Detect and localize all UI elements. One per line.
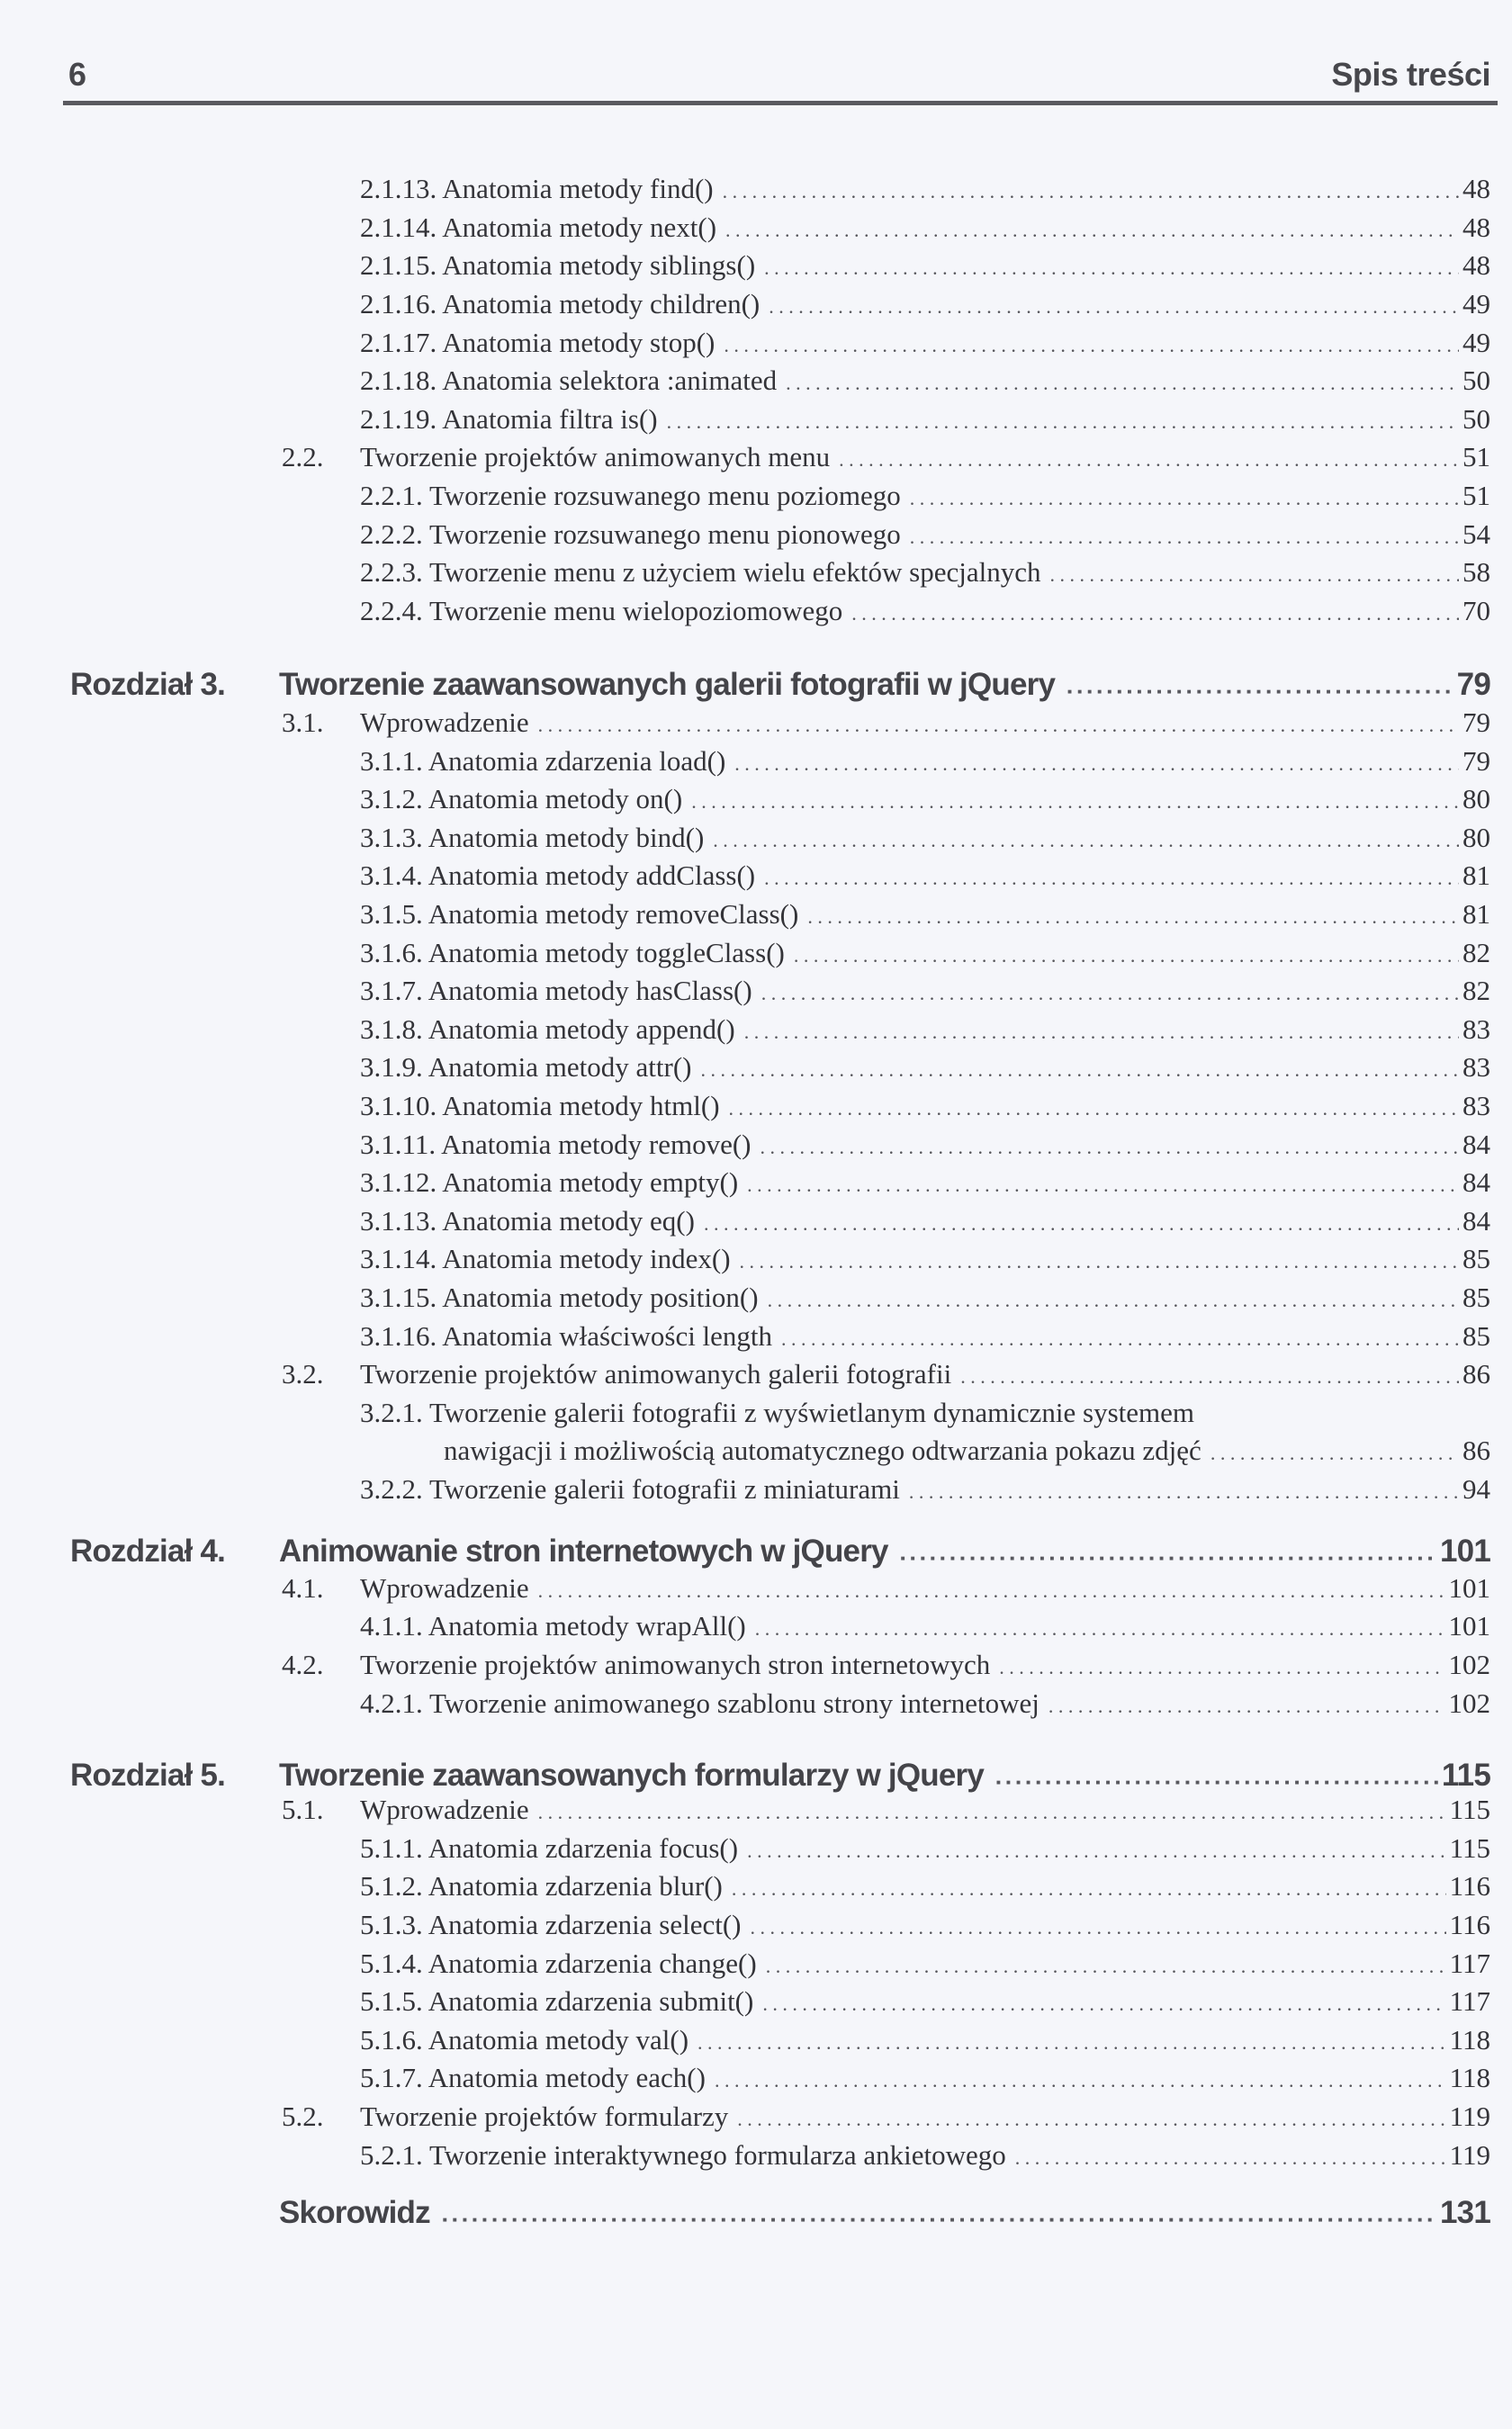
- entry-number: 3.1.5.: [360, 898, 423, 930]
- entry-title-text: Tworzenie galerii fotografii z wyświetlanym dynamicznie systemem: [428, 1397, 1195, 1428]
- entry-number: 2.1.17.: [360, 327, 437, 358]
- dot-leader: [700, 1052, 1459, 1088]
- dot-leader: [724, 328, 1459, 364]
- toc-subsection-entry[interactable]: [0, 1280, 1512, 1316]
- entry-title: [360, 858, 755, 894]
- dot-leader: [734, 746, 1459, 782]
- entry-title: [360, 478, 901, 514]
- page-ref: 102: [1448, 1649, 1490, 1680]
- entry-number: 4.1.: [282, 1572, 324, 1604]
- dot-leader: [443, 2194, 1436, 2241]
- entry-title: [360, 896, 798, 932]
- entry-number: 3.1.1.: [360, 745, 423, 777]
- toc-section-entry[interactable]: [0, 1570, 1512, 1606]
- dot-leader: [781, 1321, 1459, 1357]
- entry-title-text: Anatomia metody hasClass(): [428, 975, 752, 1006]
- entry-title: [360, 247, 755, 283]
- page-ref: 81: [1462, 859, 1490, 891]
- page-ref: 82: [1462, 937, 1490, 968]
- dot-leader: [764, 860, 1459, 896]
- entry-title-text: Anatomia metody bind(): [428, 822, 705, 853]
- entry-title-text: Anatomia filtra is(): [442, 403, 658, 435]
- entry-title-text: Anatomia metody stop(): [442, 327, 716, 358]
- toc-subsection-entry[interactable]: [0, 554, 1512, 590]
- page-ref: 94: [1462, 1473, 1490, 1505]
- dot-leader: [768, 1282, 1459, 1318]
- entry-number: 2.1.13.: [360, 173, 437, 204]
- toc-subsection-entry[interactable]: [0, 973, 1512, 1009]
- entry-title: [360, 1608, 746, 1644]
- entry-number: Rozdział 5.: [70, 1758, 226, 1793]
- entry-title: [360, 1686, 1040, 1722]
- entry-number: 3.1.8.: [360, 1013, 423, 1045]
- entry-title-text: Anatomia metody on(): [428, 783, 683, 814]
- entry-title-text: Tworzenie menu wielopoziomowego: [428, 595, 843, 626]
- dot-leader: [786, 365, 1459, 401]
- toc-subsection-entry[interactable]: [0, 896, 1512, 932]
- header-rule: [63, 101, 1498, 105]
- page-ref: 70: [1462, 595, 1490, 626]
- entry-number: 5.1.4.: [360, 1948, 423, 1979]
- dot-leader: [1210, 1435, 1459, 1471]
- entry-title-text: Anatomia zdarzenia submit(): [428, 1985, 754, 2017]
- entry-number: 3.1.12.: [360, 1166, 437, 1198]
- toc-section-entry[interactable]: [0, 1356, 1512, 1392]
- entry-number: 2.2.2.: [360, 518, 423, 550]
- entry-title-text: Anatomia metody remove(): [441, 1129, 752, 1160]
- dot-leader: [538, 707, 1459, 743]
- toc-subsection-entry[interactable]: [0, 478, 1512, 514]
- page-ref: 101: [1440, 1534, 1490, 1569]
- dot-leader: [769, 289, 1459, 325]
- entry-number: 4.2.1.: [360, 1687, 423, 1719]
- toc-subsection-entry[interactable]: [0, 1471, 1512, 1507]
- page-ref: 101: [1448, 1610, 1490, 1642]
- entry-number: 3.1.13.: [360, 1205, 437, 1237]
- toc-subsection-entry[interactable]: [0, 820, 1512, 856]
- page-ref: 115: [1441, 1758, 1490, 1793]
- entry-title: [360, 363, 777, 399]
- entry-number: 3.1.10.: [360, 1090, 437, 1121]
- toc-subsection-entry[interactable]: [0, 247, 1512, 283]
- dot-leader: [1015, 2140, 1446, 2176]
- dot-leader: [698, 2025, 1446, 2061]
- dot-leader: [691, 784, 1459, 820]
- entry-title-text: Anatomia selektora :animated: [442, 364, 778, 396]
- toc-subsection-entry[interactable]: [0, 286, 1512, 322]
- entry-number: 3.1.6.: [360, 937, 423, 968]
- toc-subsection-entry[interactable]: [0, 517, 1512, 553]
- toc-section-entry[interactable]: [0, 2099, 1512, 2135]
- page-ref: 79: [1462, 706, 1490, 738]
- toc-subsection-entry[interactable]: [0, 935, 1512, 971]
- entry-number: 3.1.11.: [360, 1129, 436, 1160]
- page-ref: 86: [1462, 1358, 1490, 1390]
- entry-title-text: Tworzenie menu z użyciem wielu efektów specjalnych: [428, 556, 1041, 588]
- toc-subsection-entry[interactable]: [0, 2137, 1512, 2173]
- toc-chapter-entry[interactable]: [0, 1531, 1512, 1572]
- dot-leader: [704, 1206, 1459, 1242]
- entry-number: 2.2.4.: [360, 595, 423, 626]
- entry-number: 3.1.16.: [360, 1320, 437, 1352]
- page-ref: 49: [1462, 327, 1490, 358]
- page-ref: 102: [1448, 1687, 1490, 1719]
- toc-subsection-entry[interactable]: [0, 1127, 1512, 1163]
- entry-title: [360, 1012, 735, 1048]
- page-ref: 49: [1462, 288, 1490, 319]
- entry-title-text: Anatomia metody siblings(): [442, 249, 756, 281]
- dot-leader: [1050, 557, 1459, 593]
- entry-title: [360, 2060, 706, 2096]
- toc-subsection-entry[interactable]: [0, 1012, 1512, 1048]
- entry-title: Tworzenie zaawansowanych galerii fotografii w jQuery: [279, 667, 1056, 702]
- toc-subsection-entry[interactable]: [0, 1049, 1512, 1085]
- dot-leader: [713, 823, 1459, 859]
- entry-title-text: Anatomia właściwości length: [442, 1320, 773, 1352]
- entry-title: [360, 286, 760, 322]
- entry-number: Rozdział 3.: [70, 667, 226, 702]
- entry-title-text: Anatomia metody children(): [442, 288, 760, 319]
- entry-title-text: Anatomia metody each(): [428, 2062, 706, 2093]
- entry-number: 2.1.18.: [360, 364, 437, 396]
- toc-subsection-entry[interactable]: [0, 1203, 1512, 1239]
- entry-title: [360, 1984, 753, 2020]
- page-ref: 54: [1462, 518, 1490, 550]
- entry-title-text: Anatomia metody addClass(): [428, 859, 756, 891]
- entry-number: 5.1.6.: [360, 2024, 423, 2056]
- page-ref: 85: [1462, 1282, 1490, 1313]
- page-ref: 79: [1456, 667, 1490, 702]
- toc-section-entry[interactable]: [0, 439, 1512, 475]
- entry-title: [360, 1868, 723, 1904]
- entry-title: [360, 517, 901, 553]
- page-ref: 51: [1462, 441, 1490, 472]
- toc-chapter-entry[interactable]: [0, 2192, 1512, 2234]
- entry-title: Tworzenie zaawansowanych formularzy w jQuery: [279, 1758, 984, 1793]
- entry-title-text: Anatomia metody append(): [428, 1013, 735, 1045]
- entry-number: Rozdział 4.: [70, 1534, 226, 1569]
- entry-number: 2.1.14.: [360, 211, 437, 243]
- page-ref: 83: [1462, 1051, 1490, 1083]
- page-ref: 48: [1462, 211, 1490, 243]
- page-ref: 51: [1462, 480, 1490, 511]
- dot-leader: [909, 1474, 1459, 1510]
- toc-chapter-entry[interactable]: [0, 664, 1512, 706]
- page-ref: 48: [1462, 173, 1490, 204]
- entry-number: 2.1.15.: [360, 249, 437, 281]
- entry-title-text: Anatomia metody removeClass(): [428, 898, 799, 930]
- entry-title: Tworzenie projektów animowanych stron internetowych: [360, 1649, 991, 1680]
- entry-number: 5.1.1.: [360, 1832, 423, 1864]
- entry-title: Animowanie stron internetowych w jQuery: [279, 1534, 888, 1569]
- toc-subsection-entry[interactable]: [0, 781, 1512, 817]
- entry-number: 5.1.7.: [360, 2062, 423, 2093]
- dot-leader: [764, 250, 1459, 286]
- toc-subsection-entry[interactable]: [0, 743, 1512, 779]
- dot-leader: [751, 1910, 1446, 1946]
- entry-number: 2.1.16.: [360, 288, 437, 319]
- entry-title-text: Anatomia metody wrapAll(): [428, 1610, 746, 1642]
- dot-leader: [760, 1129, 1460, 1165]
- dot-leader: [725, 212, 1459, 248]
- dot-leader: [732, 1871, 1446, 1907]
- entry-title: [360, 1907, 742, 1943]
- page-ref: 131: [1440, 2195, 1490, 2230]
- page-ref: 84: [1462, 1129, 1490, 1160]
- entry-title: [360, 820, 704, 856]
- entry-title-text: Anatomia metody eq(): [442, 1205, 695, 1237]
- toc-subsection-entry[interactable]: [0, 1318, 1512, 1354]
- page-ref: 83: [1462, 1013, 1490, 1045]
- entry-title: [360, 1831, 738, 1867]
- entry-title-text: Anatomia metody next(): [442, 211, 717, 243]
- dot-leader: [729, 1091, 1459, 1127]
- entry-number: 5.1.: [282, 1794, 324, 1825]
- entry-number: 3.2.1.: [360, 1397, 423, 1428]
- dot-leader: [538, 1573, 1445, 1609]
- page-ref: 48: [1462, 249, 1490, 281]
- entry-title: [360, 210, 716, 246]
- page-ref: 119: [1449, 2101, 1490, 2132]
- toc-subsection-entry[interactable]: [0, 593, 1512, 629]
- toc-subsection-entry[interactable]: [0, 1395, 1512, 1431]
- dot-leader: [667, 404, 1459, 440]
- page-ref: 119: [1449, 2139, 1490, 2171]
- entry-title-text: Anatomia metody empty(): [442, 1166, 739, 1198]
- page-ref: 80: [1462, 783, 1490, 814]
- entry-number: 4.2.: [282, 1649, 324, 1680]
- entry-number: 3.1.7.: [360, 975, 423, 1006]
- entry-number: 5.2.1.: [360, 2139, 423, 2171]
- entry-title: [360, 593, 842, 629]
- entry-number: 3.1.2.: [360, 783, 423, 814]
- entry-title-text: Anatomia zdarzenia load(): [428, 745, 726, 777]
- entry-title-text: Anatomia zdarzenia focus(): [428, 1832, 739, 1864]
- entry-number: 3.2.: [282, 1358, 324, 1390]
- dot-leader: [538, 1795, 1446, 1831]
- entry-title: [360, 1241, 731, 1277]
- entry-title: Wprowadzenie: [360, 1794, 529, 1825]
- entry-title: Tworzenie projektów animowanych galerii fotografii: [360, 1358, 952, 1390]
- page-ref: 81: [1462, 898, 1490, 930]
- page-ref: 84: [1462, 1205, 1490, 1237]
- dot-leader: [747, 1833, 1446, 1869]
- entry-title-text: Anatomia metody attr(): [428, 1051, 692, 1083]
- entry-number: 2.2.1.: [360, 480, 423, 511]
- toc-subsection-entry[interactable]: [0, 1984, 1512, 2020]
- entry-number: 2.2.3.: [360, 556, 423, 588]
- entry-title: [360, 1395, 1194, 1431]
- entry-title: [360, 1318, 772, 1354]
- entry-title: [360, 1203, 695, 1239]
- entry-number: 5.2.: [282, 2101, 324, 2132]
- entry-title: [360, 401, 658, 437]
- entry-title: [360, 1049, 691, 1085]
- toc-subsection-entry[interactable]: [0, 1831, 1512, 1867]
- entry-title: [360, 973, 752, 1009]
- toc-section-entry[interactable]: [0, 1792, 1512, 1828]
- entry-title-text: Anatomia metody index(): [442, 1243, 731, 1274]
- entry-title: Wprowadzenie: [360, 706, 529, 738]
- entry-title: [360, 1946, 757, 1982]
- entry-title: [360, 1127, 752, 1163]
- dot-leader: [766, 1948, 1446, 1984]
- entry-number: 2.1.19.: [360, 403, 437, 435]
- toc-subsection-entry[interactable]: [0, 1946, 1512, 1982]
- page-ref: 116: [1449, 1909, 1490, 1940]
- entry-title-text: Tworzenie rozsuwanego menu poziomego: [428, 480, 901, 511]
- entry-title: [360, 2137, 1006, 2173]
- entry-title: Tworzenie projektów animowanych menu: [360, 441, 831, 472]
- page-ref: 50: [1462, 403, 1490, 435]
- entry-number: 5.1.3.: [360, 1909, 423, 1940]
- toc-subsection-entry[interactable]: [0, 1608, 1512, 1644]
- dot-leader: [999, 1650, 1444, 1686]
- toc-subsection-entry[interactable]: [0, 1433, 1512, 1469]
- entry-title: [360, 743, 725, 779]
- toc-subsection-entry[interactable]: [0, 210, 1512, 246]
- page-ref: 84: [1462, 1166, 1490, 1198]
- entry-title: [360, 1088, 720, 1124]
- page-ref: 118: [1449, 2024, 1490, 2056]
- entry-title: Skorowidz: [279, 2195, 430, 2230]
- toc-subsection-entry[interactable]: [0, 1907, 1512, 1943]
- page-ref: 116: [1449, 1870, 1490, 1902]
- toc-subsection-entry[interactable]: [0, 325, 1512, 361]
- entry-title: Tworzenie projektów formularzy: [360, 2101, 729, 2132]
- toc-chapter-entry[interactable]: [0, 1755, 1512, 1796]
- dot-leader: [807, 899, 1459, 935]
- entry-number: 3.2.2.: [360, 1473, 423, 1505]
- entry-title: [360, 171, 714, 207]
- dot-leader: [715, 2063, 1446, 2099]
- entry-number: 3.1.15.: [360, 1282, 437, 1313]
- dot-leader: [851, 596, 1459, 632]
- page-ref: 50: [1462, 364, 1490, 396]
- entry-title: [360, 781, 682, 817]
- entry-title: Wprowadzenie: [360, 1572, 529, 1604]
- entry-title: [360, 1165, 738, 1201]
- entry-number: 3.1.4.: [360, 859, 423, 891]
- dot-leader: [740, 1244, 1459, 1280]
- entry-title-text: Anatomia zdarzenia blur(): [428, 1870, 723, 1902]
- entry-title-text: Tworzenie animowanego szablonu strony internetowej: [428, 1687, 1040, 1719]
- running-head: [68, 56, 1490, 95]
- entry-title-text: Tworzenie interaktywnego formularza ankietowego: [428, 2139, 1006, 2171]
- page-ref: 82: [1462, 975, 1490, 1006]
- page-ref: 117: [1449, 1985, 1490, 2017]
- toc-subsection-entry[interactable]: [0, 858, 1512, 894]
- page-ref: 117: [1449, 1948, 1490, 1979]
- dot-leader: [960, 1359, 1459, 1395]
- entry-title-text: Anatomia metody toggleClass(): [428, 937, 785, 968]
- dot-leader: [737, 2101, 1445, 2137]
- page-ref: 115: [1449, 1832, 1490, 1864]
- entry-number: 3.1.14.: [360, 1243, 437, 1274]
- entry-number: 5.1.2.: [360, 1870, 423, 1902]
- entry-title: [360, 325, 715, 361]
- page-number: 6: [68, 56, 86, 93]
- entry-title-text: Anatomia zdarzenia change(): [428, 1948, 757, 1979]
- page-ref: 85: [1462, 1320, 1490, 1352]
- page-ref: 86: [1462, 1435, 1490, 1466]
- entry-title-text: Anatomia metody val(): [428, 2024, 689, 2056]
- entry-number: 3.1.9.: [360, 1051, 423, 1083]
- dot-leader: [755, 1611, 1445, 1647]
- page-ref: 85: [1462, 1243, 1490, 1274]
- entry-number: 5.1.5.: [360, 1985, 423, 2017]
- page-ref: 58: [1462, 556, 1490, 588]
- dot-leader: [1048, 1688, 1445, 1724]
- entry-number: 3.1.3.: [360, 822, 423, 853]
- page-ref: 79: [1462, 745, 1490, 777]
- toc-subsection-entry[interactable]: [0, 363, 1512, 399]
- entry-number: 4.1.1.: [360, 1610, 423, 1642]
- dot-leader: [747, 1167, 1459, 1203]
- entry-number: 2.2.: [282, 441, 324, 472]
- entry-title: [360, 1471, 900, 1507]
- dot-leader: [723, 174, 1459, 210]
- entry-title: nawigacji i możliwością automatycznego odtwarzania pokazu zdjęć: [444, 1435, 1202, 1466]
- running-title: Spis treści: [1331, 56, 1490, 93]
- toc-section-entry[interactable]: [0, 705, 1512, 741]
- toc-subsection-entry[interactable]: [0, 1241, 1512, 1277]
- toc-subsection-entry[interactable]: [0, 171, 1512, 207]
- page-ref: 80: [1462, 822, 1490, 853]
- dot-leader: [910, 481, 1459, 517]
- entry-title-text: Anatomia metody find(): [442, 173, 714, 204]
- dot-leader: [744, 1014, 1459, 1050]
- page-ref: 101: [1448, 1572, 1490, 1604]
- page-ref: 115: [1449, 1794, 1490, 1825]
- entry-title-text: Anatomia metody html(): [442, 1090, 720, 1121]
- toc-subsection-entry[interactable]: [0, 1088, 1512, 1124]
- dot-leader: [794, 938, 1459, 974]
- dot-leader: [761, 976, 1459, 1012]
- page-ref: 83: [1462, 1090, 1490, 1121]
- toc-subsection-entry[interactable]: [0, 2022, 1512, 2058]
- entry-title: [360, 554, 1041, 590]
- entry-title-text: Tworzenie rozsuwanego menu pionowego: [428, 518, 901, 550]
- page-ref: 118: [1449, 2062, 1490, 2093]
- entry-number: 3.1.: [282, 706, 324, 738]
- entry-title-text: Anatomia metody position(): [442, 1282, 759, 1313]
- toc-section-entry[interactable]: [0, 1647, 1512, 1683]
- dot-leader: [762, 1986, 1445, 2022]
- entry-title-text: Tworzenie galerii fotografii z miniaturami: [428, 1473, 900, 1505]
- entry-title: [360, 2022, 688, 2058]
- toc-subsection-entry[interactable]: [0, 1165, 1512, 1201]
- toc-subsection-entry[interactable]: [0, 401, 1512, 437]
- dot-leader: [839, 442, 1459, 478]
- dot-leader: [910, 519, 1459, 555]
- entry-title: [360, 1280, 759, 1316]
- toc-subsection-entry[interactable]: [0, 2060, 1512, 2096]
- entry-title-text: Anatomia zdarzenia select(): [428, 1909, 742, 1940]
- toc-subsection-entry[interactable]: [0, 1868, 1512, 1904]
- toc-subsection-entry[interactable]: [0, 1686, 1512, 1722]
- entry-title: [360, 935, 785, 971]
